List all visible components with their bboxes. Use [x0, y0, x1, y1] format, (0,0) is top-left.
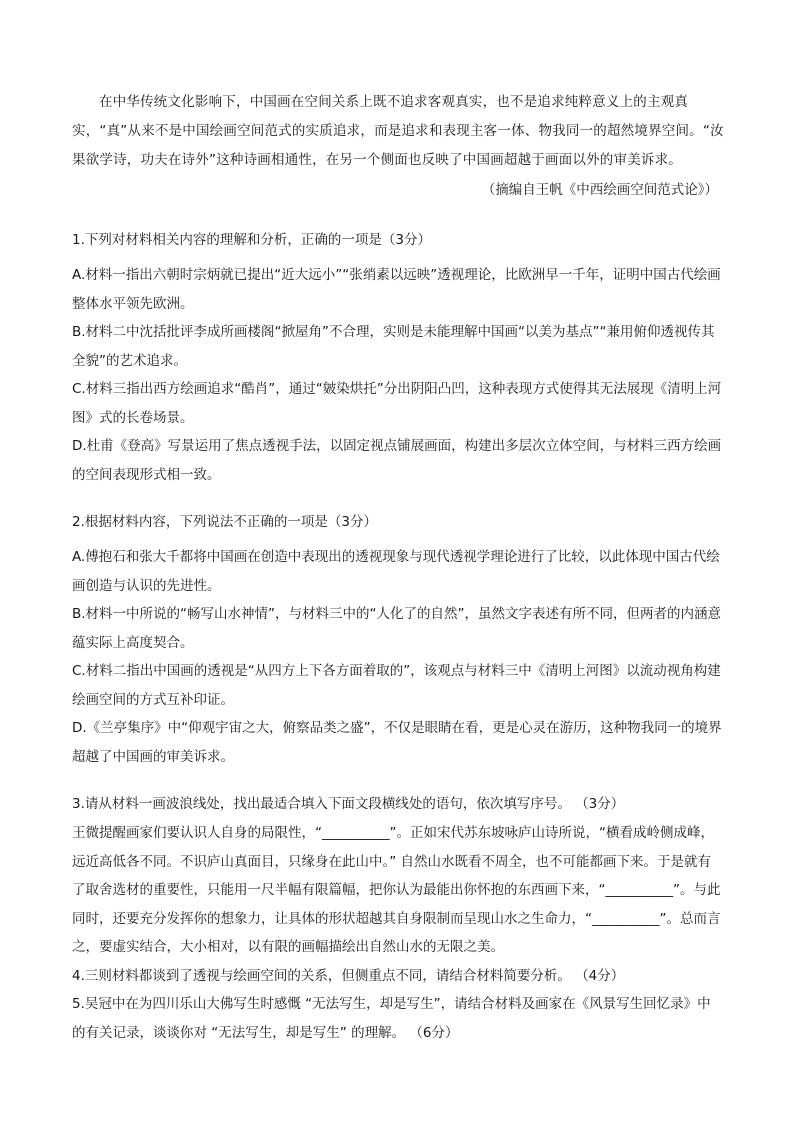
question-1-option-b: B.材料二中沈括批评李成所画楼阁“掀屋角”不合理，实则是未能理解中国画“以美为基点”“兼用俯仰透视传其全貌”的艺术追求。 [72, 324, 715, 369]
question-2-title: 2.根据材料内容，下列说法不正确的一项是（3分） [72, 514, 377, 530]
question-2-option-c: C.材料二指出中国画的透视是“从四方上下各方面着取的”，该观点与材料三中《清明上河图》以流动视角构建绘画空间的方式互补印证。 [72, 663, 721, 708]
question-3-body: 王微提醒画家们要认识人自身的局限性，“__________”。正如宋代苏东坡咏庐山诗所说，“横看成岭侧成峰，远近高低各不同。不识庐山真面目，只缘身在此山中。” 自然山水既看不周全，也不可能都画下来。于是就有了取舍选材的重要性，只能用一尺半幅有限篇幅，把你认为最能出你怀抱的东西画下来，“__________”。与此同时，还要充分发挥你的想象力，让具体的形状超越其自身限制而呈现山水之生命力，“__________”。总而言之，要虚实结合，大小相对，以有限的画幅描绘出自然山水的无限之美。 [72, 825, 721, 955]
question-2 [72, 507, 724, 771]
question-1 [72, 225, 724, 489]
question-4-title: 4.三则材料都谈到了透视与绘画空间的关系，但侧重点不同，请结合材料简要分析。 （4分） [72, 967, 625, 984]
question-5-title: 5.吴冠中在为四川乐山大佛写生时感慨 “无法写生，却是写生”，请结合材料及画家在《风景写生回忆录》中的有关记录，谈谈你对 “无法写生，却是写生” 的理解。 （6分） [72, 996, 711, 1041]
question-1-option-c: C.材料三指出西方绘画追求“酷肖”，通过“皴染烘托”分出阴阳凸凹，这种表现方式使得其无法展现《清明上河图》式的长卷场景。 [72, 381, 722, 426]
document-body [72, 88, 724, 1047]
question-1-title: 1.下列对材料相关内容的理解和分析，正确的一项是（3分） [72, 232, 431, 248]
passage-paragraph: 在中华传统文化影响下，中国画在空间关系上既不追求客观真实，也不是追求纯粹意义上的主观真实，“真”从来不是中国绘画空间范式的实质追求，而是追求和表现主客一体、物我同一的超然境界空间。“汝果欲学诗，功夫在诗外”这种诗画相通性，在另一个侧面也反映了中国画超越于画面以外的审美诉求。 [72, 94, 724, 168]
question-2-option-a: A.傅抱石和张大千都将中国画在创造中表现出的透视现象与现代透视学理论进行了比较，以此体现中国古代绘画创造与认识的先进性。 [72, 549, 720, 594]
question-1-option-d: D.杜甫《登高》写景运用了焦点透视手法，以固定视点铺展画面，构建出多层次立体空间，与材料三西方绘画的空间表现形式相一致。 [72, 438, 722, 483]
question-1-option-a: A.材料一指出六朝时宗炳就已提出“近大远小”“张绡素以远映”透视理论，比欧洲早一千年，证明中国古代绘画整体水平领先欧洲。 [72, 267, 721, 312]
passage-source: （摘编自王帆《中西绘画空间范式论》） [481, 182, 718, 198]
question-3-title: 3.请从材料一画波浪线处，找出最适合填入下面文段横线处的语句，依次填写序号。 （3分） [72, 796, 625, 812]
question-2-option-b: B.材料一中所说的“畅写山水神情”，与材料三中的“人化了的自然”，虽然文字表述有所不同，但两者的内涵意蕴实际上高度契合。 [72, 606, 722, 651]
question-2-option-d: D.《兰亭集序》中“仰观宇宙之大，俯察品类之盛”，不仅是眼睛在看，更是心灵在游历，这种物我同一的境界超越了中国画的审美诉求。 [72, 720, 722, 765]
question-3 [72, 789, 724, 962]
